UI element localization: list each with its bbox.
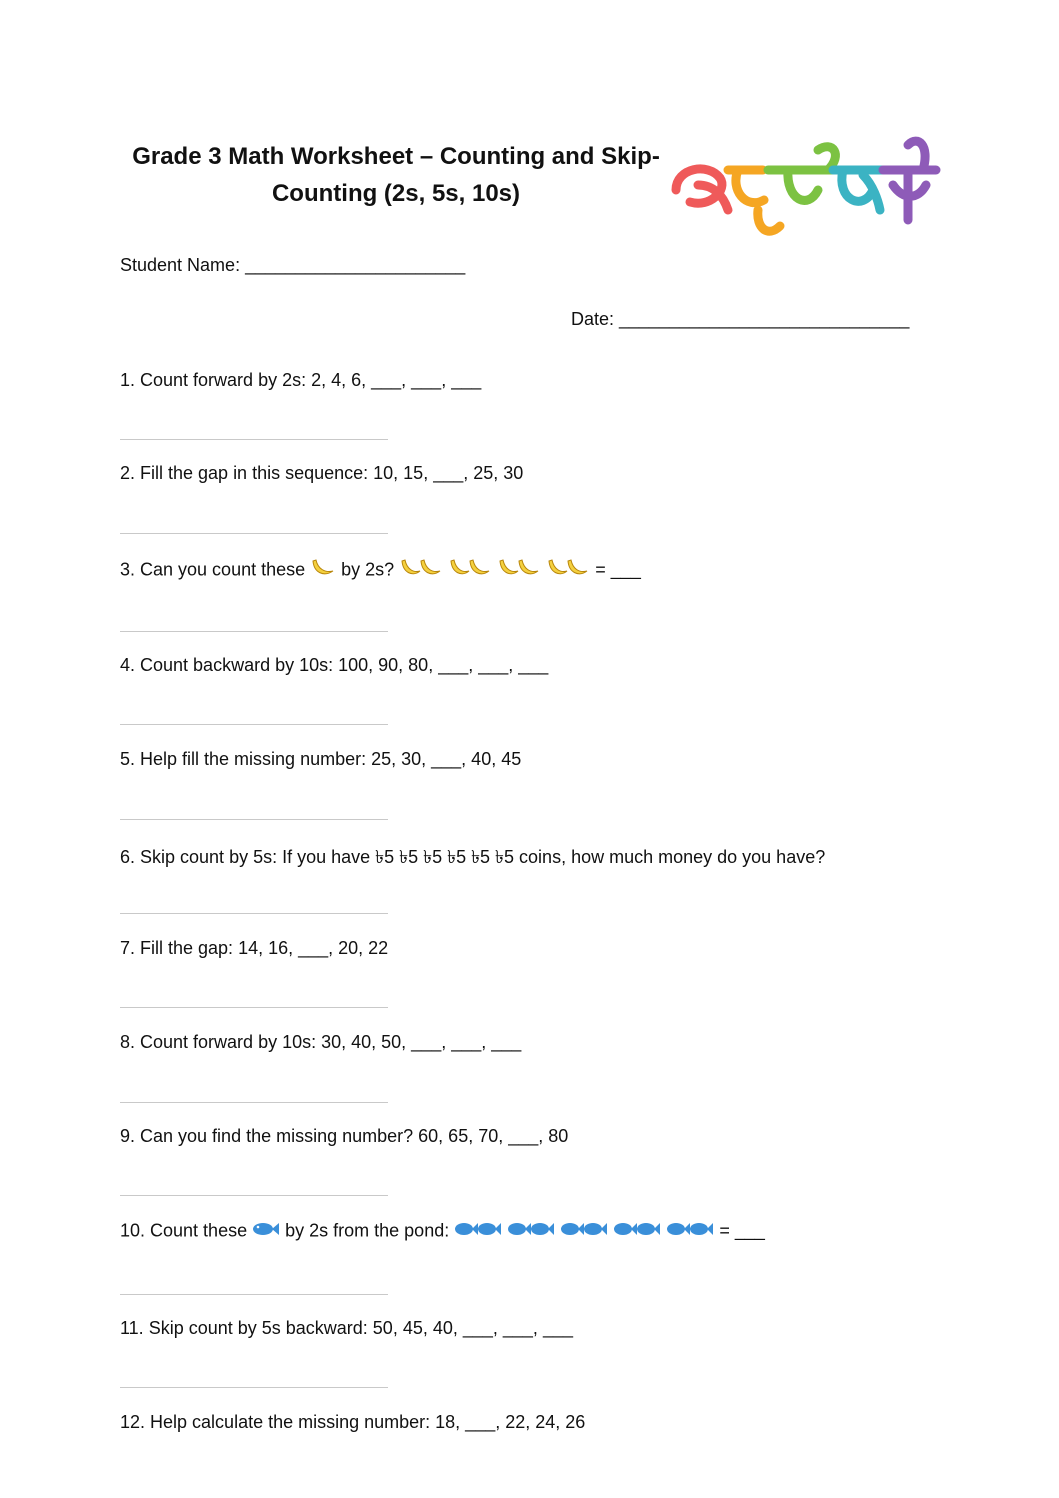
answer-line-11[interactable] [120,1387,388,1388]
logo-stroke-1 [676,169,728,210]
question-3 [120,557,641,584]
answer-line-7[interactable] [120,1007,388,1008]
answer-line-6[interactable] [120,913,388,914]
question-12: 12. Help calculate the missing number: 18, ___, 22, 24, 26 [120,1412,586,1432]
answer-line-3[interactable] [120,631,388,632]
fish-icon [507,1220,555,1243]
answer-line-8[interactable] [120,1102,388,1103]
question-3-middle: by 2s? [341,559,395,580]
answer-line-9[interactable] [120,1195,388,1196]
question-9: 9. Can you find the missing number? 60, 65, 70, ___, 80 [120,1126,569,1146]
logo-stroke-2 [728,170,780,231]
fish-icon [560,1220,608,1243]
worksheet-title: Grade 3 Math Worksheet – Counting and Skip-Counting (2s, 5s, 10s) [132,143,660,207]
question-6 [120,843,825,874]
answer-line-4[interactable] [120,724,388,725]
banana-icon [448,557,492,584]
fish-icon [666,1220,714,1243]
logo-stroke-5 [883,141,936,220]
fish-group [454,1220,719,1240]
question-5: 5. Help fill the missing number: 25, 30, ___, 40, 45 [120,749,522,769]
question-10-prefix: 10. Count these [120,1220,248,1241]
question-10 [120,1220,765,1243]
answer-line-1[interactable] [120,439,388,440]
question-4: 4. Count backward by 10s: 100, 90, 80, ___, ___, ___ [120,655,549,675]
banana-group [399,559,595,579]
question-10-middle: by 2s from the pond: [285,1220,450,1241]
question-6-prefix: 6. Skip count by 5s: If you have [120,847,371,867]
answer-line-2[interactable] [120,533,388,534]
logo-stroke-3 [768,147,835,201]
question-3-prefix: 3. Can you count these [120,559,306,580]
question-11: 11. Skip count by 5s backward: 50, 45, 40, ___, ___, ___ [120,1318,573,1338]
answer-line-10[interactable] [120,1294,388,1295]
question-1: 1. Count forward by 2s: 2, 4, 6, ___, ___, ___ [120,370,482,390]
question-6-suffix: coins, how much money do you have? [519,847,826,867]
student-name-field[interactable]: Student Name: ______________________ [120,255,466,275]
banana-icon [546,557,590,584]
question-7: 7. Fill the gap: 14, 16, ___, 20, 22 [120,938,389,958]
question-2: 2. Fill the gap in this sequence: 10, 15, ___, 25, 30 [120,463,524,483]
banana-icon [497,557,541,584]
fish-icon [454,1220,502,1243]
logo-stroke-4 [833,170,883,210]
date-field[interactable]: Date: _____________________________ [571,309,910,329]
fish-icon [613,1220,661,1243]
logo [668,130,943,248]
answer-line-5[interactable] [120,819,388,820]
banana-icon [310,557,336,584]
question-10-suffix: = ___ [719,1220,765,1241]
fish-icon [252,1220,280,1243]
question-3-suffix: = ___ [595,559,641,580]
question-8: 8. Count forward by 10s: 30, 40, 50, ___, ___, ___ [120,1032,522,1052]
banana-icon [399,557,443,584]
coin-glyphs: ৳5 ৳5 ৳5 ৳5 ৳5 ৳5 [375,847,515,867]
